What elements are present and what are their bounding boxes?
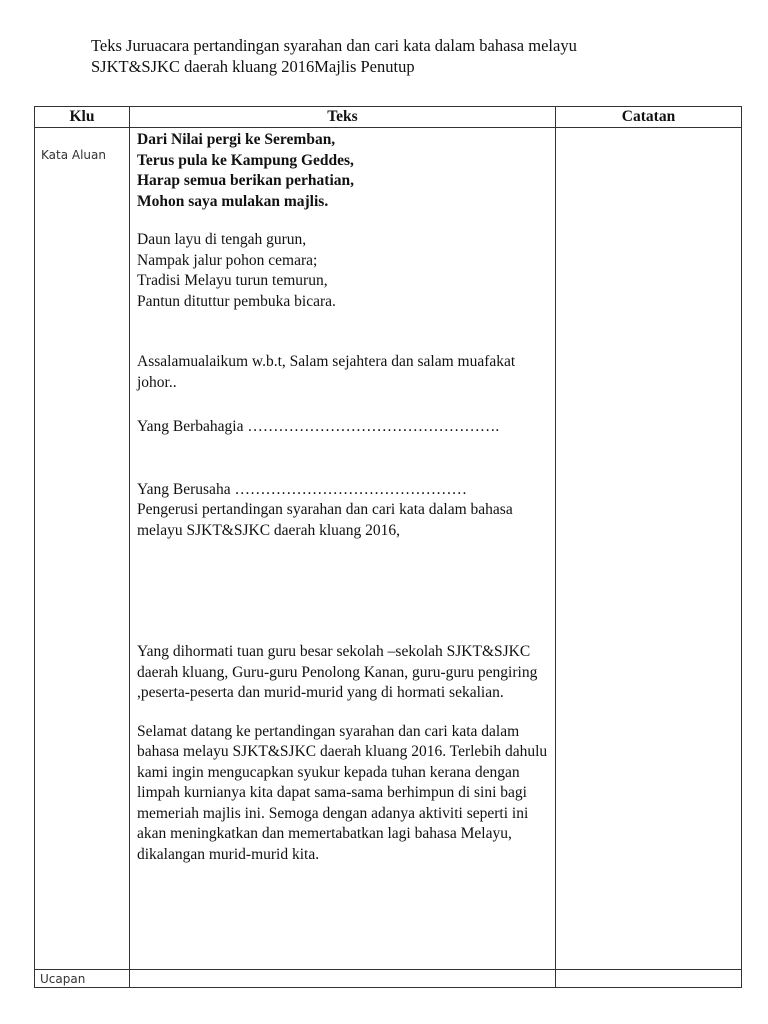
klu-label-ucapan: Ucapan [40, 972, 86, 986]
berbahagia-line: Yang Berbahagia …………………………………………. [137, 418, 500, 435]
table-header-row [35, 107, 742, 128]
klu-cell [35, 970, 130, 988]
pantun-line: Nampak jalur pohon cemara; [137, 251, 318, 269]
berusaha-line: Yang Berusaha ……………………………………… [137, 480, 467, 498]
pantun-line: Harap semua berikan perhatian, [137, 172, 355, 189]
teks-content [130, 130, 555, 865]
title-line-2: SJKT&SJKC daerah kluang 2016Majlis Penutup [91, 57, 415, 76]
table-row [35, 128, 742, 970]
pantun-line: Dari Nilai pergi ke Seremban, [137, 131, 336, 148]
pengerusi-paragraph: Pengerusi pertandingan syarahan dan cari kata dalam bahasa melayu SJKT&SJKC daerah kluang 2016, [137, 501, 513, 539]
pantun-line: Pantun dituttur pembuka bicara. [137, 292, 336, 310]
pantun-line: Tradisi Melayu turun temurun, [137, 272, 328, 289]
pantun-second [137, 230, 549, 312]
pantun-line: Daun layu di tengah gurun, [137, 231, 307, 248]
catatan-cell [556, 970, 742, 988]
salam-paragraph: Assalamualaikum w.b.t, Salam sejahtera dan salam muafakat johor.. [137, 353, 516, 391]
dihormati-paragraph: Yang dihormati tuan guru besar sekolah –sekolah SJKT&SJKC daerah kluang, Guru-guru Penolong Kanan, guru-guru pengiring ,peserta-peserta dan murid-murid yang di hormati sekalian. [137, 643, 538, 701]
table-row [35, 970, 742, 988]
script-table [34, 106, 742, 988]
pantun-line: Terus pula ke Kampung Geddes, [137, 151, 354, 169]
teks-cell [130, 128, 556, 970]
klu-cell [35, 128, 130, 970]
header-klu: Klu [35, 107, 130, 128]
pantun-line: Mohon saya mulakan majlis. [137, 192, 329, 210]
pantun-opening [137, 130, 549, 212]
header-teks: Teks [130, 107, 556, 128]
document-title [91, 35, 711, 77]
klu-label-kata-aluan: Kata Aluan [41, 148, 106, 162]
title-line-1: Teks Juruacara pertandingan syarahan dan cari kata dalam bahasa melayu [91, 36, 577, 55]
catatan-cell [556, 128, 742, 970]
teks-cell [130, 970, 556, 988]
header-catatan: Catatan [556, 107, 742, 128]
selamat-datang-paragraph: Selamat datang ke pertandingan syarahan dan cari kata dalam bahasa melayu SJKT&SJKC daerah kluang 2016. Terlebih dahulu kami ingin mengucapkan syukur kepada tuhan kerana dengan limpah kurnianya kita dapat sama-sama berhimpun di sini bagi memeriah majlis ini. Semoga dengan adanya aktiviti seperti ini akan meningkatkan dan memertabatkan lagi bahasa Melayu, dikalangan murid-murid kita. [137, 722, 548, 863]
